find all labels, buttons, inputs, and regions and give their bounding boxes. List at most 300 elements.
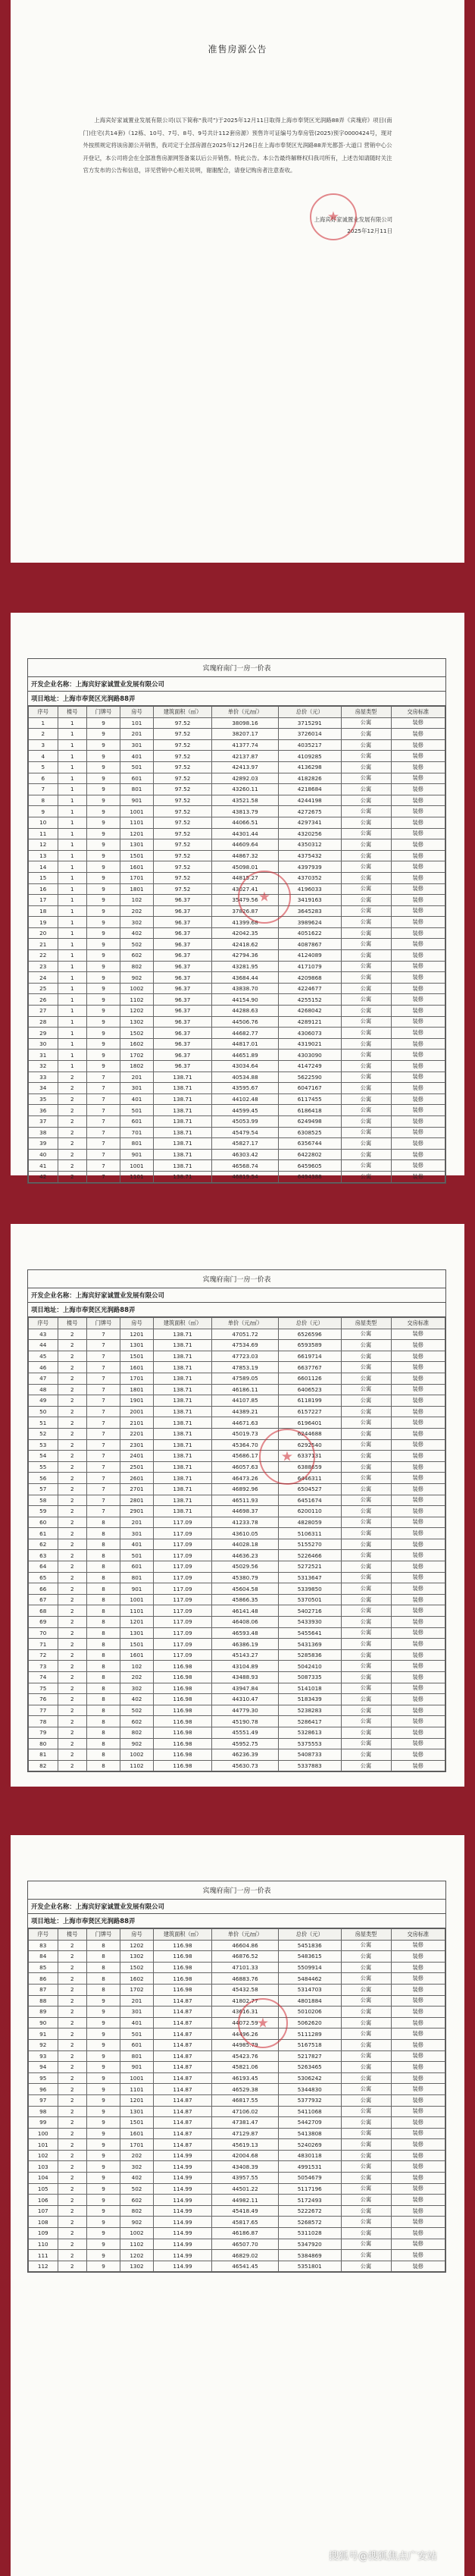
table-cell: 5117196: [279, 2183, 342, 2195]
table-cell: 96.37: [154, 961, 212, 972]
table-cell: 138.71: [154, 1428, 212, 1439]
table-cell: 9: [29, 806, 58, 817]
table-cell: 138.71: [154, 1149, 212, 1160]
table-cell: 25: [29, 983, 58, 994]
table-cell: 公寓: [341, 1417, 391, 1429]
table-cell: 97.52: [154, 817, 212, 828]
table-cell: 装修: [391, 806, 445, 817]
table-cell: 5433930: [279, 1617, 342, 1628]
table-cell: 43813.79: [212, 806, 279, 817]
table-cell: 装修: [391, 1149, 445, 1160]
table-cell: 公寓: [341, 850, 391, 861]
table-cell: 公寓: [341, 883, 391, 895]
table-cell: 8: [87, 1716, 120, 1727]
table-cell: 5226466: [279, 1550, 342, 1561]
table-cell: 45619.13: [212, 2139, 279, 2151]
table-cell: 32: [29, 1061, 58, 1072]
table-cell: 公寓: [341, 1149, 391, 1160]
table-cell: 901: [120, 1583, 154, 1595]
table-cell: 138.71: [154, 1351, 212, 1362]
table-row: [29, 1093, 445, 1105]
table-cell: 47101.33: [212, 1962, 279, 1973]
table-cell: 公寓: [341, 1495, 391, 1506]
table-cell: 301: [120, 1528, 154, 1539]
table-cell: 45866.35: [212, 1594, 279, 1605]
table-cell: 5337883: [279, 1760, 342, 1771]
table-cell: 装修: [391, 1127, 445, 1138]
table-row: [29, 1050, 445, 1061]
column-header: 楼号: [58, 1929, 87, 1941]
table-cell: 96.37: [154, 905, 212, 917]
table-row: [29, 1973, 445, 1985]
table-cell: 6308525: [279, 1127, 342, 1138]
table-cell: 公寓: [341, 1561, 391, 1573]
table-cell: 26: [29, 994, 58, 1006]
table-row: [29, 939, 445, 950]
table-cell: 公寓: [341, 2007, 391, 2018]
table-cell: 9: [87, 972, 120, 984]
table-cell: 202: [120, 2150, 154, 2161]
table-cell: 114.87: [154, 2106, 212, 2117]
table-cell: 2: [58, 1639, 87, 1650]
table-cell: 4244198: [279, 795, 342, 806]
table-cell: 43595.67: [212, 1083, 279, 1094]
table-cell: 4272675: [279, 806, 342, 817]
table-cell: 5370501: [279, 1594, 342, 1605]
table-cell: 402: [120, 927, 154, 939]
table-cell: 1: [58, 828, 87, 839]
table-cell: 1: [58, 983, 87, 994]
table-cell: 公寓: [341, 751, 391, 762]
table-cell: 7: [87, 1461, 120, 1473]
table-cell: 9: [87, 717, 120, 729]
table-cell: 2701: [120, 1483, 154, 1495]
table-cell: 44609.64: [212, 839, 279, 851]
table-cell: 9: [87, 2039, 120, 2050]
table-row: [29, 1351, 445, 1362]
table-cell: 7: [87, 1340, 120, 1351]
table-cell: 138.71: [154, 1384, 212, 1395]
table-cell: 116.98: [154, 1951, 212, 1963]
table-cell: 97.52: [154, 883, 212, 895]
table-cell: 97.52: [154, 872, 212, 883]
table-row: [29, 817, 445, 828]
table-cell: 47051.72: [212, 1329, 279, 1340]
table-cell: 116.98: [154, 1672, 212, 1683]
table-cell: 公寓: [341, 2039, 391, 2050]
table-cell: 401: [120, 1539, 154, 1550]
table-body: [29, 1329, 445, 1771]
table-cell: 114.87: [154, 2062, 212, 2073]
table-cell: 97.52: [154, 828, 212, 839]
table-cell: 138.71: [154, 1417, 212, 1429]
table-cell: 7: [87, 1417, 120, 1429]
table-cell: 1601: [120, 1362, 154, 1373]
table-cell: 2: [58, 1171, 87, 1182]
table-cell: 装修: [391, 1362, 445, 1373]
table-cell: 装修: [391, 1115, 445, 1127]
developer-label: 开发企业名称：上海宾好家诚置业发展有限公司: [28, 677, 445, 692]
table-cell: 46386.19: [212, 1639, 279, 1650]
table-cell: 9: [87, 1028, 120, 1039]
table-row: [29, 850, 445, 861]
table-cell: 68: [29, 1605, 58, 1617]
table-cell: 公寓: [341, 872, 391, 883]
column-header: 总价（元）: [279, 1318, 342, 1329]
table-cell: 装修: [391, 1639, 445, 1650]
table-cell: 46541.45: [212, 2261, 279, 2272]
table-cell: 1: [58, 927, 87, 939]
table-cell: 44636.23: [212, 1550, 279, 1561]
column-header: 交房标准: [391, 1929, 445, 1941]
table-row: [29, 828, 445, 839]
table-row: [29, 806, 445, 817]
table-cell: 5313647: [279, 1572, 342, 1583]
table-cell: 114.99: [154, 2261, 212, 2272]
table-cell: 21: [29, 939, 58, 950]
table-cell: 7: [87, 1439, 120, 1451]
table-cell: 2: [58, 1594, 87, 1605]
table-cell: 43684.44: [212, 972, 279, 984]
table-cell: 6200110: [279, 1506, 342, 1517]
table-cell: 装修: [391, 1749, 445, 1761]
table-cell: 44154.90: [212, 994, 279, 1006]
table-cell: 46408.06: [212, 1617, 279, 1628]
table-cell: 5054679: [279, 2173, 342, 2184]
table-cell: 装修: [391, 1528, 445, 1539]
table-cell: 5222672: [279, 2205, 342, 2217]
table-cell: 201: [120, 1995, 154, 2007]
table-cell: 1201: [120, 1329, 154, 1340]
table-cell: 2: [58, 2094, 87, 2106]
table-cell: 138.71: [154, 1329, 212, 1340]
table-cell: 116.98: [154, 1973, 212, 1985]
table-cell: 72: [29, 1649, 58, 1661]
table-cell: 1: [58, 1028, 87, 1039]
table-cell: 43947.84: [212, 1683, 279, 1694]
table-cell: 5183439: [279, 1694, 342, 1705]
table-cell: 117.09: [154, 1627, 212, 1639]
table-cell: 装修: [391, 1973, 445, 1985]
table-cell: 2: [58, 1093, 87, 1105]
table-cell: 8: [87, 1962, 120, 1973]
table-cell: 24: [29, 972, 58, 984]
table-cell: 公寓: [341, 784, 391, 795]
table-cell: 5451836: [279, 1940, 342, 1951]
table-cell: 2: [58, 1160, 87, 1172]
table-cell: 2: [58, 2128, 87, 2139]
table-cell: 9: [87, 2217, 120, 2228]
table-cell: 9: [87, 1061, 120, 1072]
table-cell: 116.98: [154, 1694, 212, 1705]
table-cell: 公寓: [341, 2161, 391, 2173]
table-cell: 2: [58, 1105, 87, 1116]
table-cell: 116.98: [154, 1716, 212, 1727]
table-cell: 装修: [391, 861, 445, 873]
table-cell: 35: [29, 1093, 58, 1105]
table-cell: 138.71: [154, 1406, 212, 1417]
table-cell: 1101: [120, 1171, 154, 1182]
table-row: [29, 872, 445, 883]
table-cell: 装修: [391, 1517, 445, 1528]
table-cell: 9: [87, 1050, 120, 1061]
table-cell: 6451674: [279, 1495, 342, 1506]
table-cell: 8: [87, 1627, 120, 1639]
table-cell: 装修: [391, 1428, 445, 1439]
table-cell: 2: [58, 2250, 87, 2261]
table-cell: 27: [29, 1006, 58, 1017]
table-cell: 2: [58, 2195, 87, 2206]
table-cell: 97: [29, 2094, 58, 2106]
table-cell: 9: [87, 2106, 120, 2117]
table-cell: 公寓: [341, 2205, 391, 2217]
table-cell: 58: [29, 1495, 58, 1506]
table-cell: 116.98: [154, 1962, 212, 1973]
table-cell: 1601: [120, 861, 154, 873]
table-cell: 6526596: [279, 1329, 342, 1340]
table-cell: 1302: [120, 1016, 154, 1028]
table-cell: 2: [58, 1384, 87, 1395]
table-cell: 5455641: [279, 1627, 342, 1639]
table-cell: 公寓: [341, 1583, 391, 1595]
table-cell: 6: [29, 773, 58, 784]
table-row: [29, 1105, 445, 1116]
table-cell: 7: [87, 1093, 120, 1105]
table-cell: 公寓: [341, 2062, 391, 2073]
table-cell: 公寓: [341, 817, 391, 828]
table-cell: 2: [58, 1539, 87, 1550]
table-cell: 80: [29, 1738, 58, 1749]
table-cell: 138.71: [154, 1160, 212, 1172]
table-cell: 41802.77: [212, 1995, 279, 2007]
table-cell: 4289121: [279, 1016, 342, 1028]
table-cell: 装修: [391, 2161, 445, 2173]
table-cell: 138.71: [154, 1115, 212, 1127]
table-cell: 43281.95: [212, 961, 279, 972]
table-cell: 53: [29, 1439, 58, 1451]
table-cell: 7: [87, 1105, 120, 1116]
table-cell: 公寓: [341, 2128, 391, 2139]
table-cell: 1502: [120, 1962, 154, 1973]
table-cell: 1201: [120, 828, 154, 839]
table-cell: 9: [87, 861, 120, 873]
table-cell: 装修: [391, 1171, 445, 1182]
table-cell: 装修: [391, 2183, 445, 2195]
table-cell: 12: [29, 839, 58, 851]
table-cell: 96.37: [154, 927, 212, 939]
table-cell: 7: [87, 1384, 120, 1395]
table-cell: 1001: [120, 1594, 154, 1605]
table-row: [29, 2039, 445, 2050]
table-row: [29, 2128, 445, 2139]
table-cell: 5484462: [279, 1973, 342, 1985]
table-cell: 74: [29, 1672, 58, 1683]
table-cell: 1202: [120, 2250, 154, 2261]
table-cell: 44982.11: [212, 2195, 279, 2206]
table-cell: 38098.16: [212, 717, 279, 729]
table-cell: 9: [87, 1038, 120, 1050]
table-cell: 4: [29, 751, 58, 762]
table-cell: 装修: [391, 1661, 445, 1672]
table-cell: 33: [29, 1072, 58, 1083]
table-cell: 70: [29, 1627, 58, 1639]
table-cell: 401: [120, 2017, 154, 2028]
table-cell: 38: [29, 1127, 58, 1138]
table-cell: 8: [87, 1517, 120, 1528]
table-cell: 装修: [391, 795, 445, 806]
table-cell: 1201: [120, 1617, 154, 1628]
table-cell: 9: [87, 2128, 120, 2139]
table-cell: 装修: [391, 927, 445, 939]
table-cell: 802: [120, 1727, 154, 1738]
table-cell: 9: [87, 739, 120, 751]
table-cell: 1601: [120, 2128, 154, 2139]
table-cell: 8: [87, 1605, 120, 1617]
table-cell: 公寓: [341, 1138, 391, 1150]
table-cell: 10: [29, 817, 58, 828]
table-cell: 8: [87, 1639, 120, 1650]
table-cell: 装修: [391, 1083, 445, 1094]
table-cell: 45364.70: [212, 1439, 279, 1451]
table-row: [29, 739, 445, 751]
table-cell: 6593589: [279, 1340, 342, 1351]
table-cell: 45380.79: [212, 1572, 279, 1583]
table-cell: 8: [87, 1539, 120, 1550]
table-cell: 5286417: [279, 1716, 342, 1727]
table-cell: 601: [120, 1561, 154, 1573]
table-cell: 2: [58, 2205, 87, 2217]
table-cell: 装修: [391, 1384, 445, 1395]
table-cell: 2: [58, 1940, 87, 1951]
table-cell: 4209868: [279, 972, 342, 984]
table-cell: 114.87: [154, 2028, 212, 2040]
table-cell: 2: [58, 2228, 87, 2239]
table-cell: 公寓: [341, 861, 391, 873]
table-cell: 5622590: [279, 1072, 342, 1083]
table-cell: 装修: [391, 817, 445, 828]
table-cell: 9: [87, 817, 120, 828]
table-cell: 301: [120, 2007, 154, 2018]
table-cell: 装修: [391, 717, 445, 729]
table-cell: 5413808: [279, 2128, 342, 2139]
table-row: [29, 2195, 445, 2206]
table-cell: 装修: [391, 1373, 445, 1384]
table-cell: 114.87: [154, 2117, 212, 2129]
table-row: [29, 1028, 445, 1039]
table-cell: 1301: [120, 1627, 154, 1639]
table-cell: 装修: [391, 1940, 445, 1951]
table-cell: 114.87: [154, 2128, 212, 2139]
table-cell: 4196033: [279, 883, 342, 895]
table-cell: 2: [58, 1473, 87, 1484]
table-cell: 81: [29, 1749, 58, 1761]
table-cell: 6459605: [279, 1160, 342, 1172]
table-cell: 9: [87, 939, 120, 950]
table-row: [29, 2183, 445, 2195]
table-cell: 75: [29, 1683, 58, 1694]
table-cell: 11: [29, 828, 58, 839]
table-cell: 公寓: [341, 2094, 391, 2106]
table-cell: 13: [29, 850, 58, 861]
table-cell: 2: [58, 2106, 87, 2117]
table-cell: 138.71: [154, 1138, 212, 1150]
table-cell: 1801: [120, 1384, 154, 1395]
table-cell: 116.98: [154, 1705, 212, 1716]
table-cell: 6157227: [279, 1406, 342, 1417]
table-cell: 装修: [391, 1995, 445, 2007]
table-cell: 97.52: [154, 761, 212, 773]
table-cell: 公寓: [341, 2239, 391, 2250]
table-cell: 2301: [120, 1439, 154, 1451]
table-cell: 2: [58, 1984, 87, 1995]
table-row: [29, 2161, 445, 2173]
table-cell: 1002: [120, 983, 154, 994]
table-cell: 46473.26: [212, 1473, 279, 1484]
table-cell: 64: [29, 1561, 58, 1573]
table-row: [29, 861, 445, 873]
table-cell: 6356744: [279, 1138, 342, 1150]
table-cell: 公寓: [341, 1038, 391, 1050]
table-cell: 装修: [391, 2117, 445, 2129]
table-cell: 公寓: [341, 1594, 391, 1605]
table-cell: 402: [120, 2173, 154, 2184]
table-cell: 2: [58, 1962, 87, 1973]
table-header: [29, 1318, 445, 1329]
table-cell: 117.09: [154, 1594, 212, 1605]
table-row: [29, 751, 445, 762]
table-row: [29, 1749, 445, 1761]
table-cell: 装修: [391, 1483, 445, 1495]
table-cell: 2: [58, 1495, 87, 1506]
table-cell: 1001: [120, 1160, 154, 1172]
table-cell: 97.52: [154, 717, 212, 729]
column-header: 门牌号: [87, 707, 120, 718]
table-cell: 117.09: [154, 1617, 212, 1628]
table-row: [29, 1683, 445, 1694]
table-row: [29, 1384, 445, 1395]
table-cell: 装修: [391, 1951, 445, 1963]
table-cell: 2401: [120, 1451, 154, 1462]
table-cell: 公寓: [341, 1517, 391, 1528]
table-header: [29, 1929, 445, 1941]
table-cell: 46568.74: [212, 1160, 279, 1172]
table-cell: 47: [29, 1373, 58, 1384]
table-cell: 9: [87, 1016, 120, 1028]
table-cell: 2: [58, 2072, 87, 2084]
table-cell: 601: [120, 1115, 154, 1127]
table-cell: 9: [87, 2094, 120, 2106]
table-cell: 8: [87, 1738, 120, 1749]
table-cell: 46: [29, 1362, 58, 1373]
table-cell: 82: [29, 1760, 58, 1771]
table-cell: 1: [58, 729, 87, 740]
table-cell: 44867.32: [212, 850, 279, 861]
table-cell: 7: [87, 1149, 120, 1160]
table-cell: 公寓: [341, 1105, 391, 1116]
table-cell: 43: [29, 1329, 58, 1340]
column-header: 序号: [29, 1929, 58, 1941]
table-cell: 装修: [391, 872, 445, 883]
table-cell: 501: [120, 1550, 154, 1561]
table-cell: 45143.27: [212, 1649, 279, 1661]
table-cell: 61: [29, 1528, 58, 1539]
table-cell: 44102.48: [212, 1093, 279, 1105]
table-cell: 公寓: [341, 1539, 391, 1550]
table-cell: 110: [29, 2239, 58, 2250]
table-cell: 43408.39: [212, 2161, 279, 2173]
table-cell: 1: [58, 961, 87, 972]
table-cell: 116.98: [154, 1984, 212, 1995]
